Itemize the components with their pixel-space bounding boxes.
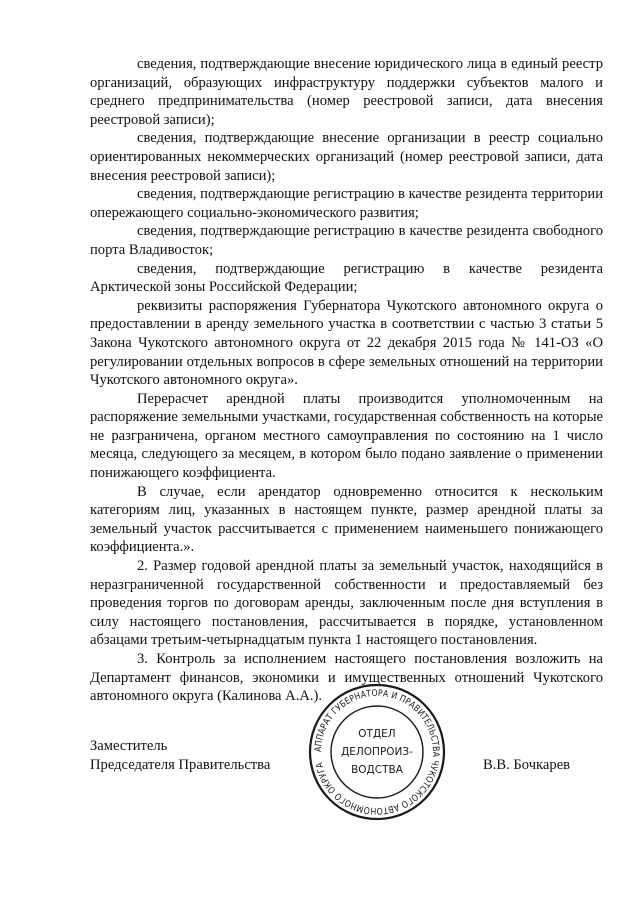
paragraph: 2. Размер годовой арендной платы за земельный участок, находящийся в неразграниченной государственной собственности и предоставляемый без проведения торгов по договорам аренды, заключенным после дня вступления в силу настоящего постановления, рассчитывается в порядке, установленном абзацами третьим-четырнадцатым пункта 1 настоящего постановления.: [90, 558, 603, 649]
paragraph: сведения, подтверждающие внесение юридического лица в единый реестр организаций, образующих инфраструктуру поддержки субъектов малого и среднего предпринимательства (номер реестровой записи, дата внесения реестровой записи);: [90, 56, 603, 128]
stamp-line: ОТДЕЛ: [358, 728, 396, 740]
paragraph: реквизиты распоряжения Губернатора Чукотского автономного округа о предоставлении в аренду земельного участка в соответствии с частью 3 статьи 5 Закона Чукотского автономного округа от 22 декабря 2015 года № 141-ОЗ «О регулировании отдельных вопросов в сфере земельных отношений на территории Чукотского автономного округа».: [90, 297, 603, 389]
document-body: [90, 55, 603, 706]
paragraph: сведения, подтверждающие регистрацию в качестве резидента Арктической зоны Российской Федерации;: [90, 260, 603, 296]
signatory-role-line: Председателя Правительства: [90, 757, 271, 773]
stamp-ring-text: АППАРАТ ГУБЕРНАТОРА И ПРАВИТЕЛЬСТВА ЧУКОТСКОГО АВТОНОМНОГО ОКРУГА: [312, 687, 442, 817]
paragraph: Перерасчет арендной платы производится уполномоченным на распоряжение земельными участками, государственная собственность на которые не разграничена, органом местного самоуправления по состоянию на 1 число месяца, следующего за месяцем, в котором было подано заявление о применении понижающего коэффициента.: [90, 390, 603, 482]
signatory-name: В.В. Бочкарев: [483, 757, 571, 773]
paragraph: 3. Контроль за исполнением настоящего постановления возложить на Департамент финансов, экономики и имущественных отношений Чукотского автономного округа (Калинова А.А.).: [90, 651, 603, 705]
office-stamp: [307, 682, 447, 822]
paragraph: сведения, подтверждающие внесение организации в реестр социально ориентированных некоммерческих организаций (номер реестровой записи, дата внесения реестровой записи);: [90, 130, 603, 184]
signatory-role-line: Заместитель: [90, 738, 168, 754]
paragraph: сведения, подтверждающие регистрацию в качестве резидента территории опережающего социально-экономического развития;: [90, 186, 603, 221]
stamp-line: ДЕЛОПРОИЗ-: [341, 746, 413, 758]
stamp-line: ВОДСТВА: [351, 764, 403, 776]
paragraph: В случае, если арендатор одновременно относится к нескольким категориям лиц, указанных в настоящем пункте, размер арендной платы за земельный участок рассчитывается с применением наименьшего понижающего коэффициента.».: [90, 483, 603, 556]
paragraph: сведения, подтверждающие регистрацию в качестве резидента свободного порта Владивосток;: [90, 223, 603, 258]
